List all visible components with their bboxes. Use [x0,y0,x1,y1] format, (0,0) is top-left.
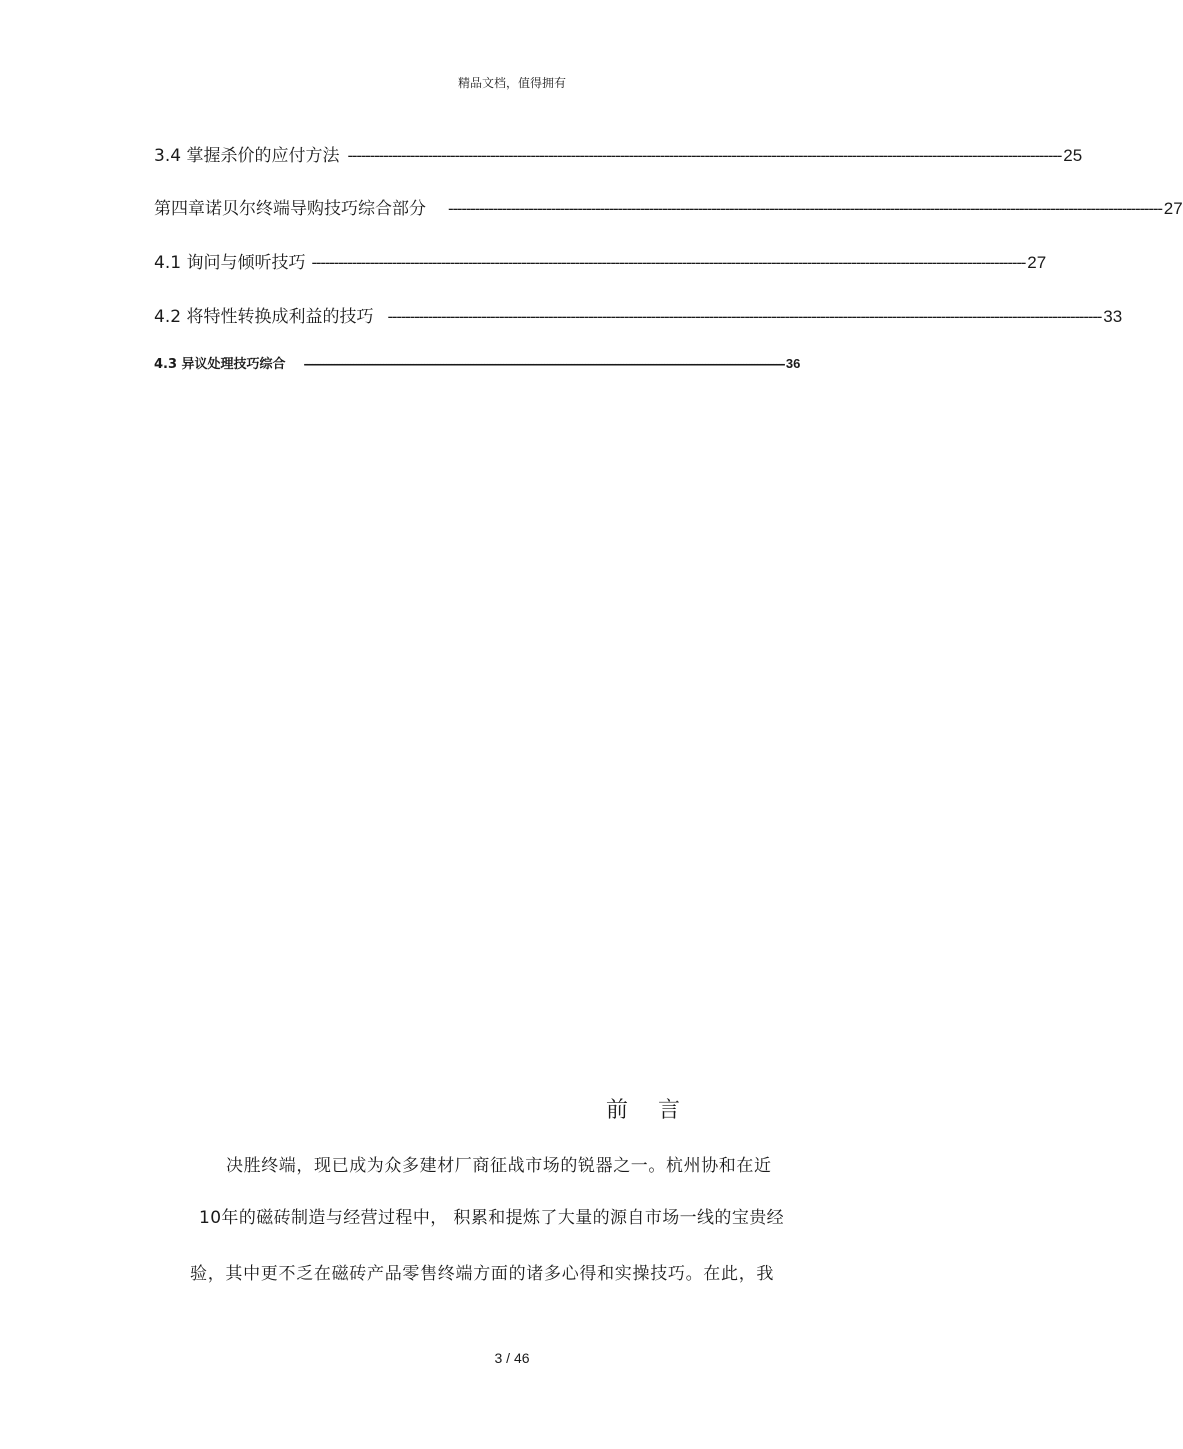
toc-entry-page: 33 [1103,307,1123,326]
toc-leader: ---------------------------------------------------------------------------------------------------------------------------------------------------------------- [448,199,1162,218]
toc-leader: -------------------------------------------------------------------------------------------------------------------------------------------------------------------------------- [303,356,784,371]
toc-entry [154,141,1083,167]
toc-entry-page: 27 [1027,253,1047,272]
toc-entry [154,302,1123,328]
toc-entry-label: 第四章诺贝尔终端导购技巧综合部分 [154,199,426,219]
toc-leader: ---------------------------------------------------------------------------------------------------------------------------------------------------------------- [311,253,1026,272]
toc-entry [154,194,1183,220]
preface-line: 决胜终端，现已成为众多建材厂商征战市场的锐器之一。杭州协和在近 [226,1156,772,1176]
toc-entry [154,248,1047,274]
toc-entry-page: 27 [1163,199,1183,218]
toc-entry-label: 3.4 掌握杀价的应付方法 [154,146,340,166]
toc-leader: ---------------------------------------------------------------------------------------------------------------------------------------------------------------- [347,146,1062,165]
toc-entry [154,353,801,373]
toc-entry-page: 25 [1063,146,1083,165]
toc-entry-label: 4.1 询问与倾听技巧 [154,253,306,273]
toc-leader: ---------------------------------------------------------------------------------------------------------------------------------------------------------------- [387,307,1102,326]
page-header: 精品文档，值得拥有 [457,76,566,90]
preface-line: 10年的磁砖制造与经营过程中， 积累和提炼了大量的源自市场一线的宝贵经 [199,1208,785,1228]
toc-entry-label: 4.2 将特性转换成利益的技巧 [154,307,374,327]
toc-entry-label: 4.3 异议处理技巧综合 [154,357,286,372]
page-number: 3 / 46 [494,1350,530,1366]
toc-entry-page: 36 [785,356,801,371]
preface-line: 验，其中更不乏在磁砖产品零售终端方面的诸多心得和实操技巧。在此，我 [190,1264,775,1284]
preface-title: 前言 [606,1098,711,1123]
